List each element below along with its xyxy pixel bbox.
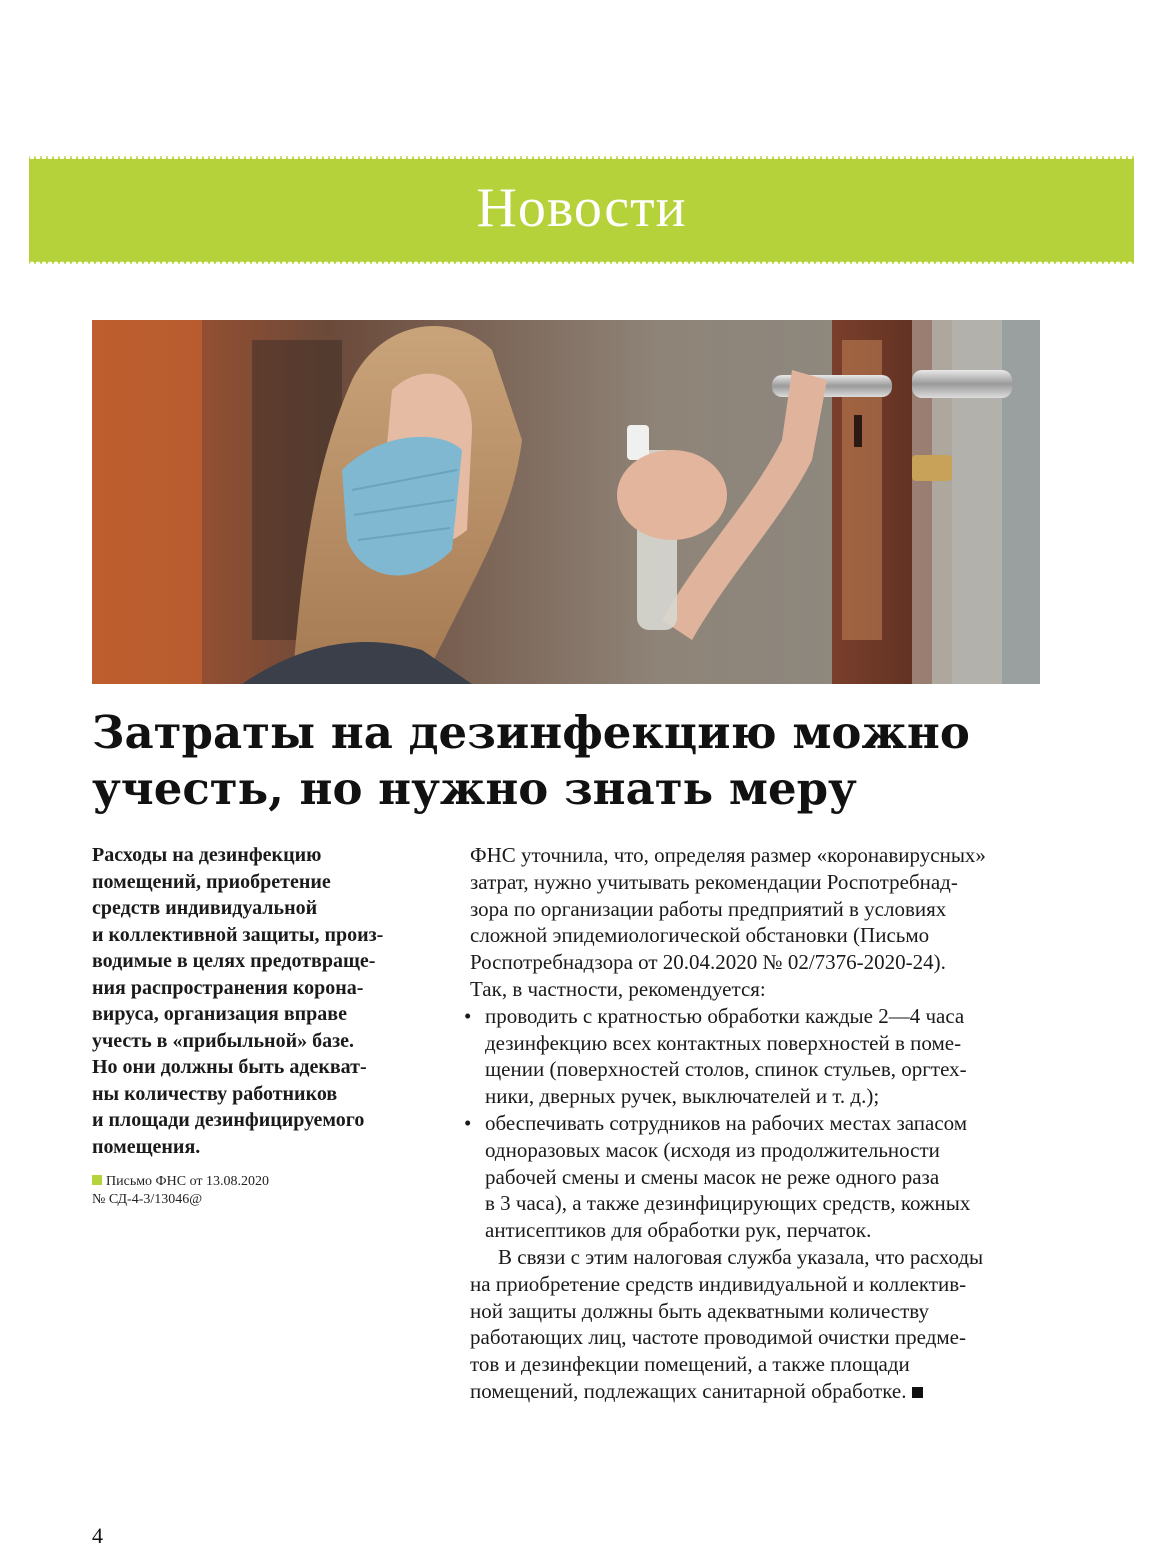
banner-top-edge xyxy=(29,154,1134,159)
body-line: В связи с этим налоговая служба указала, что расходы xyxy=(498,1244,984,1269)
body-line: ФНС уточнила, что, определяя размер «коронавирусных» xyxy=(470,843,986,867)
section-banner xyxy=(29,156,1134,264)
bullet-icon: • xyxy=(464,1110,472,1135)
bullet-item xyxy=(464,1110,1070,1137)
body-line: ной защиты должны быть адекватными количеству xyxy=(470,1298,930,1323)
lead-line: водимые в целях предотвраще- xyxy=(92,950,376,972)
body-line: щении (поверхностей столов, спинок стульев, оргтех- xyxy=(485,1057,967,1082)
body-line: рабочей смены и смены масок не реже одного раза xyxy=(485,1164,940,1189)
source-line: № СД-4-3/13046@ xyxy=(92,1192,203,1207)
lead-line: и площади дезинфицируемого xyxy=(92,1109,365,1131)
headline-line: учесть, но нужно знать меру xyxy=(92,762,857,815)
page-number: 4 xyxy=(92,1523,103,1548)
lead-line: ния распространения корона- xyxy=(92,976,364,999)
lead-line: помещений, приобретение xyxy=(92,870,331,893)
article-photo xyxy=(92,320,1040,684)
banner-bottom-edge xyxy=(29,261,1134,266)
body-last-line xyxy=(470,1378,1070,1405)
article-body xyxy=(464,842,1070,1405)
body-line: Так, в частности, рекомендуется: xyxy=(470,976,766,1001)
lead-summary xyxy=(92,842,442,1160)
lead-line: учесть в «прибыльной» базе. xyxy=(92,1029,355,1052)
source-reference xyxy=(92,1173,392,1209)
body-line: ники, дверных ручек, выключателей и т. д.); xyxy=(485,1084,880,1109)
section-title: Новости xyxy=(476,177,687,239)
accent-square-icon xyxy=(92,1175,102,1185)
lead-line: Расходы на дезинфекцию xyxy=(92,844,322,866)
bullet-item xyxy=(464,1003,1070,1030)
lead-line: вируса, организация вправе xyxy=(92,1003,347,1025)
article-headline xyxy=(92,705,1072,817)
body-line: в 3 часа), а также дезинфицирующих средств, кожных xyxy=(485,1191,971,1216)
source-line: Письмо ФНС от 13.08.2020 xyxy=(106,1174,270,1189)
body-line: дезинфекцию всех контактных поверхностей в поме- xyxy=(485,1030,962,1055)
body-line: затрат, нужно учитывать рекомендации Роспотребнад- xyxy=(470,869,958,894)
lead-line: Но они должны быть адекват- xyxy=(92,1056,367,1078)
lead-line: ны количеству работников xyxy=(92,1082,338,1105)
body-line: Роспотребнадзора от 20.04.2020 № 02/7376-2020-24). xyxy=(470,950,946,975)
body-line: работающих лиц, частоте проводимой очистки предме- xyxy=(470,1325,966,1350)
body-line-text: помещений, подлежащих санитарной обработке. xyxy=(470,1378,907,1403)
body-line: одноразовых масок (исходя из продолжительности xyxy=(485,1137,940,1162)
lead-line: и коллективной защиты, произ- xyxy=(92,923,384,946)
body-line: на приобретение средств индивидуальной и коллектив- xyxy=(470,1271,967,1296)
body-line: сложной эпидемиологической обстановки (Письмо xyxy=(470,923,930,948)
end-mark-icon xyxy=(912,1387,923,1398)
lead-line: средств индивидуальной xyxy=(92,897,318,919)
bullet-text: обеспечивать сотрудников на рабочих местах запасом xyxy=(485,1110,968,1135)
bullet-icon: • xyxy=(464,1003,472,1028)
body-line: тов и дезинфекции помещений, а также площади xyxy=(470,1352,910,1377)
headline-line: Затраты на дезинфекцию можно xyxy=(92,706,970,759)
body-line: антисептиков для обработки рук, перчаток. xyxy=(485,1218,872,1243)
lead-line: помещения. xyxy=(92,1135,201,1158)
body-line: зора по организации работы предприятий в условиях xyxy=(470,896,947,921)
bullet-text: проводить с кратностью обработки каждые 2—4 часа xyxy=(485,1003,965,1028)
